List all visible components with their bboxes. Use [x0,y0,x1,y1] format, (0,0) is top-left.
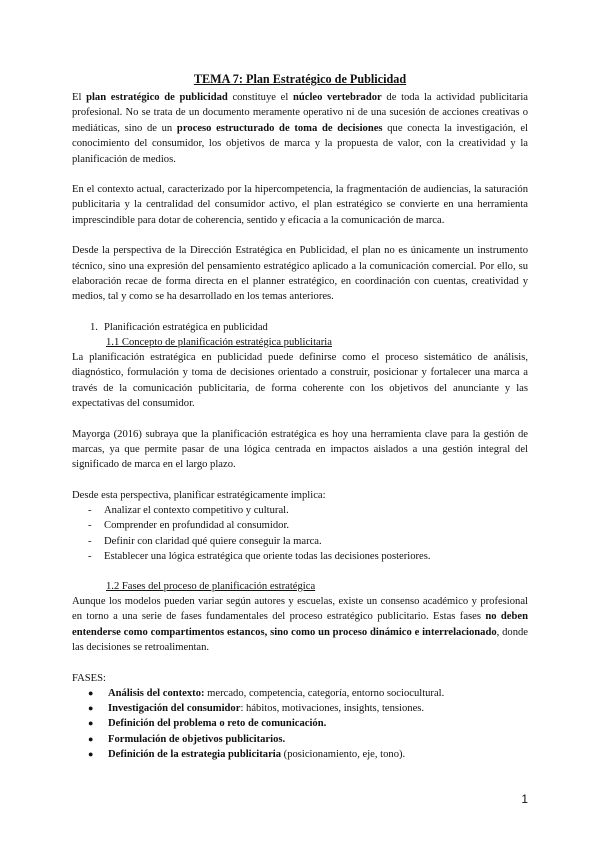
bold-text: plan estratégico de publicidad [86,92,228,103]
bold-text: Investigación del consumidor [108,702,241,714]
list-item-text: Definir con claridad qué quiere conseguir la marca. [104,535,322,547]
list-item [72,686,528,701]
list-item [72,732,528,747]
bold-text: Definición del problema o reto de comunicación. [108,718,327,730]
list-item [72,701,528,716]
bold-text: no deben entenderse como compartimentos estancos, sino como un proceso dinámico e interrelacionado [72,611,528,638]
text: : hábitos, motivaciones, insights, tensiones. [240,702,425,714]
bold-text: núcleo vertebrador [292,92,382,103]
text: de toda la actividad publicitaria profesional. No se trata de un documento meramente operativo ni de una sucesión de acciones creativas o mediáticas, sino de un [72,92,528,134]
list-item [72,518,528,533]
dash-list [72,503,528,564]
intro-paragraph [72,90,528,167]
list-item-text: Establecer una lógica estratégica que oriente todas las decisiones posteriores. [104,550,431,562]
perspective-paragraph: Desde la perspectiva de la Dirección Estratégica en Publicidad, el plan no es únicamente un instrumento técnico, sino una expresión del pensamiento estratégico aplicado a la comunicación comercial. Por ello, su elaboración recae de forma directa en el planner estratégico, en coordinación con cuentas, creatividad y medios, tal y como se ha desarrollado en los temas anteriores. [72,245,528,303]
bold-text: Definición de la estrategia publicitaria [108,749,282,761]
list-item-text: Comprender en profundidad al consumidor. [104,520,290,532]
text: constituye el [227,92,293,103]
section-heading-1 [90,320,528,335]
bold-text: Análisis del contexto: [108,687,205,699]
subsection-heading-1-2: 1.2 Fases del proceso de planificación estratégica [106,580,316,592]
bullet-icon: ● [88,733,94,744]
page-number: 1 [521,792,528,806]
definition-paragraph: La planificación estratégica en publicidad puede definirse como el proceso sistemático de análisis, diagnóstico, formulación y toma de decisiones orientado a construir, posicionar y fortalecer una marca a través de la comunicación publicitaria, de forma coherente con los objetivos del anunciante y las expectativas del consumidor. [72,351,528,410]
text: El [72,92,87,103]
dash-mark: - [88,520,92,532]
bullet-icon: ● [88,702,94,713]
dash-mark: - [88,505,92,517]
list-item [72,549,528,564]
list-item-text: Analizar el contexto competitivo y cultural. [104,505,289,517]
dash-mark: - [88,535,92,547]
page-title: TEMA 7: Plan Estratégico de Publicidad [193,72,407,86]
context-paragraph: En el contexto actual, caracterizado por la hipercompetencia, la fragmentación de audiencias, la saturación publicitaria y la centralidad del consumidor activo, el plan estratégico se convierte en una herramienta imprescindible para dotar de coherencia, sentido y eficacia a la comunicación de marca. [72,184,528,226]
section-label: Planificación estratégica en publicidad [104,321,268,333]
bullet-icon: ● [88,687,94,698]
bold-text: Formulación de objetivos publicitarios. [108,733,286,745]
subsection-heading-1-1: 1.1 Concepto de planificación estratégica publicitaria [106,336,332,348]
text: , donde las decisiones se retroalimentan. [72,626,529,654]
text: mercado, competencia, categoría, entorno sociocultural. [204,687,445,699]
text: que conecta la investigación, el conocimiento del consumidor, los objetivos de marca y la propuesta de valor, con la creatividad y la planificación de medios. [72,122,529,165]
document-page [72,72,528,763]
phases-paragraph [72,594,528,656]
text: Aunque los modelos pueden variar según autores y escuelas, existe un consenso académico y profesional en torno a una serie de fases fundamentales del proceso estratégico publicitario. Estas fases [72,595,528,623]
implies-paragraph: Desde esta perspectiva, planificar estratégicamente implica: [72,489,326,501]
dash-mark: - [88,550,92,562]
section-number: 1. [90,321,98,333]
bullet-icon: ● [88,749,94,760]
list-item [72,747,528,762]
list-item [72,716,528,731]
mayorga-paragraph: Mayorga (2016) subraya que la planificación estratégica es hoy una herramienta clave para la gestión de marcas, ya que permite pasar de una lógica centrada en impactos aislados a una gestión integral del significado de marca en el largo plazo. [72,428,528,471]
fases-label: FASES: [72,672,106,684]
list-item [72,534,528,549]
text: (posicionamiento, eje, tono). [281,749,406,761]
fases-list [72,686,528,763]
list-item [72,503,528,518]
bullet-icon: ● [88,718,94,729]
bold-text: proceso estructurado de toma de decisiones [176,122,383,134]
